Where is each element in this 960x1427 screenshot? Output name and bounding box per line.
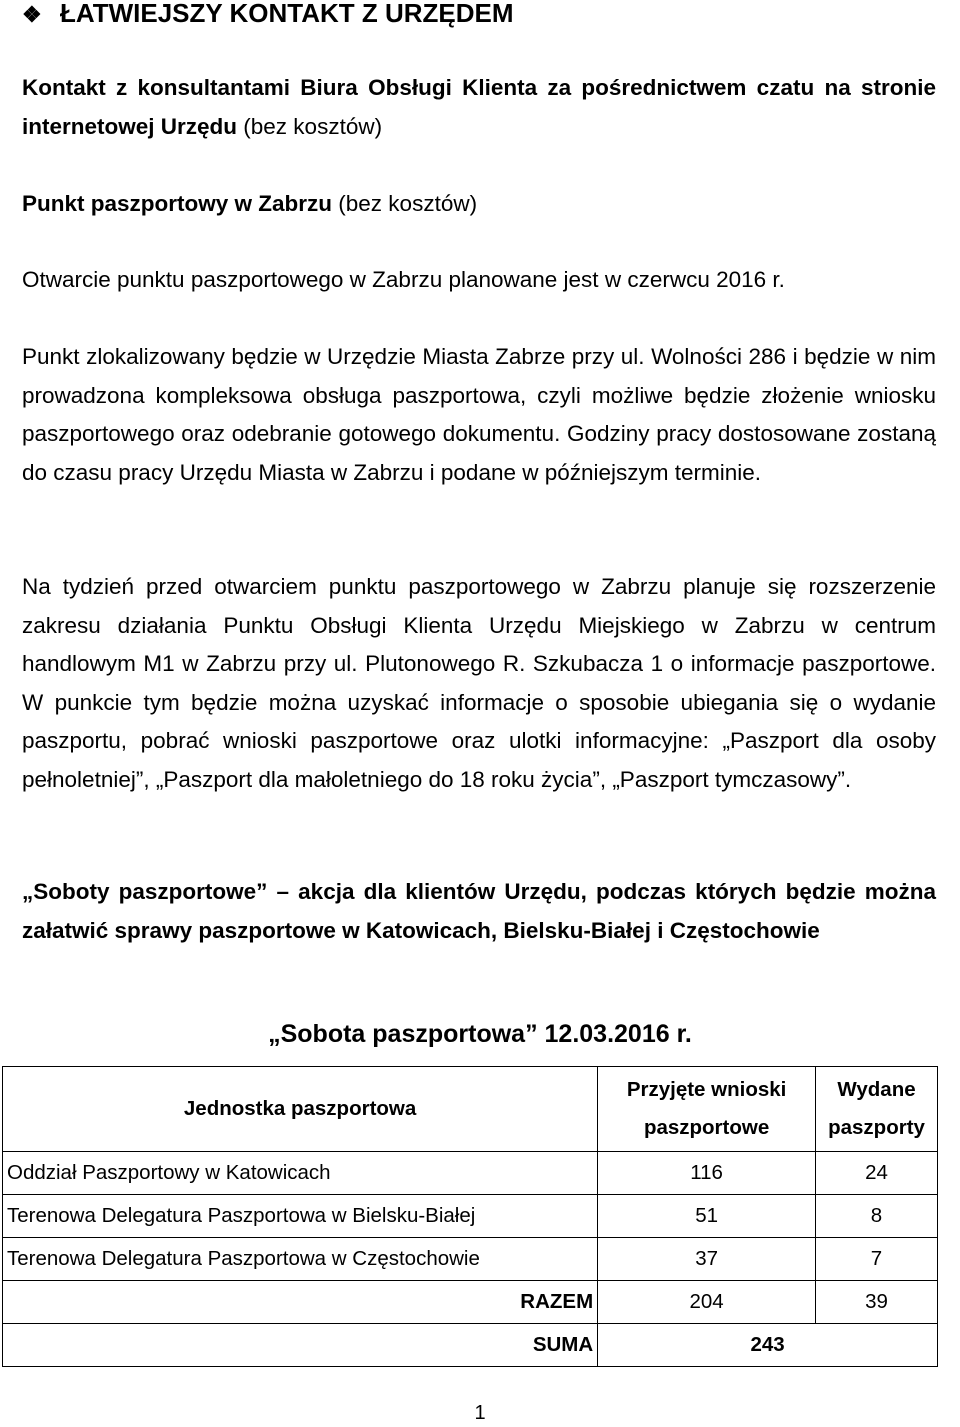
row-accepted: 116	[598, 1152, 816, 1195]
opening-details-paragraph: Punkt zlokalizowany będzie w Urzędzie Miasta Zabrze przy ul. Wolności 286 i będzie w nim prowadzona kompleksowa obsługa paszportowa, czyli możliwe będzie złożenie wniosku paszportowego oraz odebranie gotowego dokumentu. Godziny pracy dostosowane zostaną do czasu pracy Urzędu Miasta w Zabrzu i podane w późniejszym terminie.	[22, 344, 936, 485]
razem-issued: 39	[816, 1281, 938, 1324]
chat-contact-bold: Kontakt z konsultantami Biura Obsługi Klienta za pośrednictwem czatu na stronie internetowej Urzędu	[22, 75, 936, 139]
header-accepted-line2: paszportowe	[643, 1116, 770, 1139]
row-accepted: 51	[598, 1195, 816, 1238]
diamond-bullet-icon: ❖	[22, 2, 42, 27]
table-header-row	[3, 1067, 938, 1152]
zabrze-point-cost: (bez kosztów)	[332, 191, 478, 216]
suma-row	[3, 1324, 938, 1367]
row-issued: 7	[816, 1238, 938, 1281]
table-row	[3, 1238, 938, 1281]
header-accepted-line1: Przyjęte wnioski	[626, 1078, 787, 1101]
zabrze-point-bold: Punkt paszportowy w Zabrzu	[22, 191, 333, 216]
razem-accepted: 204	[598, 1281, 816, 1324]
row-issued: 8	[816, 1195, 938, 1238]
chat-contact-cost: (bez kosztów)	[237, 113, 383, 139]
row-unit: Terenowa Delegatura Paszportowa w Bielsku-Białej	[3, 1195, 598, 1238]
section-heading-text: ŁATWIEJSZY KONTAKT Z URZĘDEM	[60, 0, 514, 28]
expansion-paragraph: Na tydzień przed otwarciem punktu paszportowego w Zabrzu planuje się rozszerzenie zakresu działania Punktu Obsługi Klienta Urzędu Miejskiego w Zabrzu w centrum handlowym M1 w Zabrzu przy ul. Plutonowego R. Szkubacza 1 o informacje paszportowe. W punkcie tym będzie można uzyskać informacje o sposobie ubiegania się o wydanie paszportu, pobrać wnioski paszportowe oraz ulotki informacyjne: „Paszport dla osoby pełnoletniej”, „Paszport dla małoletniego do 18 roku życia”, „Paszport tymczasowy”.	[22, 574, 936, 792]
table-row	[3, 1195, 938, 1238]
row-accepted: 37	[598, 1238, 816, 1281]
opening-date-paragraph: Otwarcie punktu paszportowego w Zabrzu planowane jest w czerwcu 2016 r.	[22, 267, 785, 292]
suma-label: SUMA	[3, 1324, 598, 1367]
razem-label: RAZEM	[3, 1281, 598, 1324]
header-issued-line2: paszporty	[828, 1116, 925, 1139]
saturdays-paragraph: „Soboty paszportowe” – akcja dla klientów Urzędu, podczas których będzie można załatwić sprawy paszportowe w Katowicach, Bielsku-Białej i Częstochowie	[22, 879, 936, 943]
header-issued	[816, 1067, 938, 1152]
row-issued: 24	[816, 1152, 938, 1195]
row-unit: Terenowa Delegatura Paszportowa w Częstochowie	[3, 1238, 598, 1281]
passport-stats-table	[2, 1066, 938, 1367]
header-accepted	[598, 1067, 816, 1152]
table-row	[3, 1152, 938, 1195]
suma-value: 243	[598, 1324, 938, 1367]
page-number: 1	[474, 1402, 486, 1424]
chat-contact-paragraph	[22, 69, 936, 146]
header-issued-line1: Wydane	[837, 1078, 916, 1101]
row-unit: Oddział Paszportowy w Katowicach	[3, 1152, 598, 1195]
zabrze-point-paragraph	[22, 185, 936, 224]
header-unit: Jednostka paszportowa	[3, 1067, 598, 1152]
razem-row	[3, 1281, 938, 1324]
table-title: „Sobota paszportowa” 12.03.2016 r.	[268, 1020, 692, 1048]
section-heading	[22, 0, 514, 34]
